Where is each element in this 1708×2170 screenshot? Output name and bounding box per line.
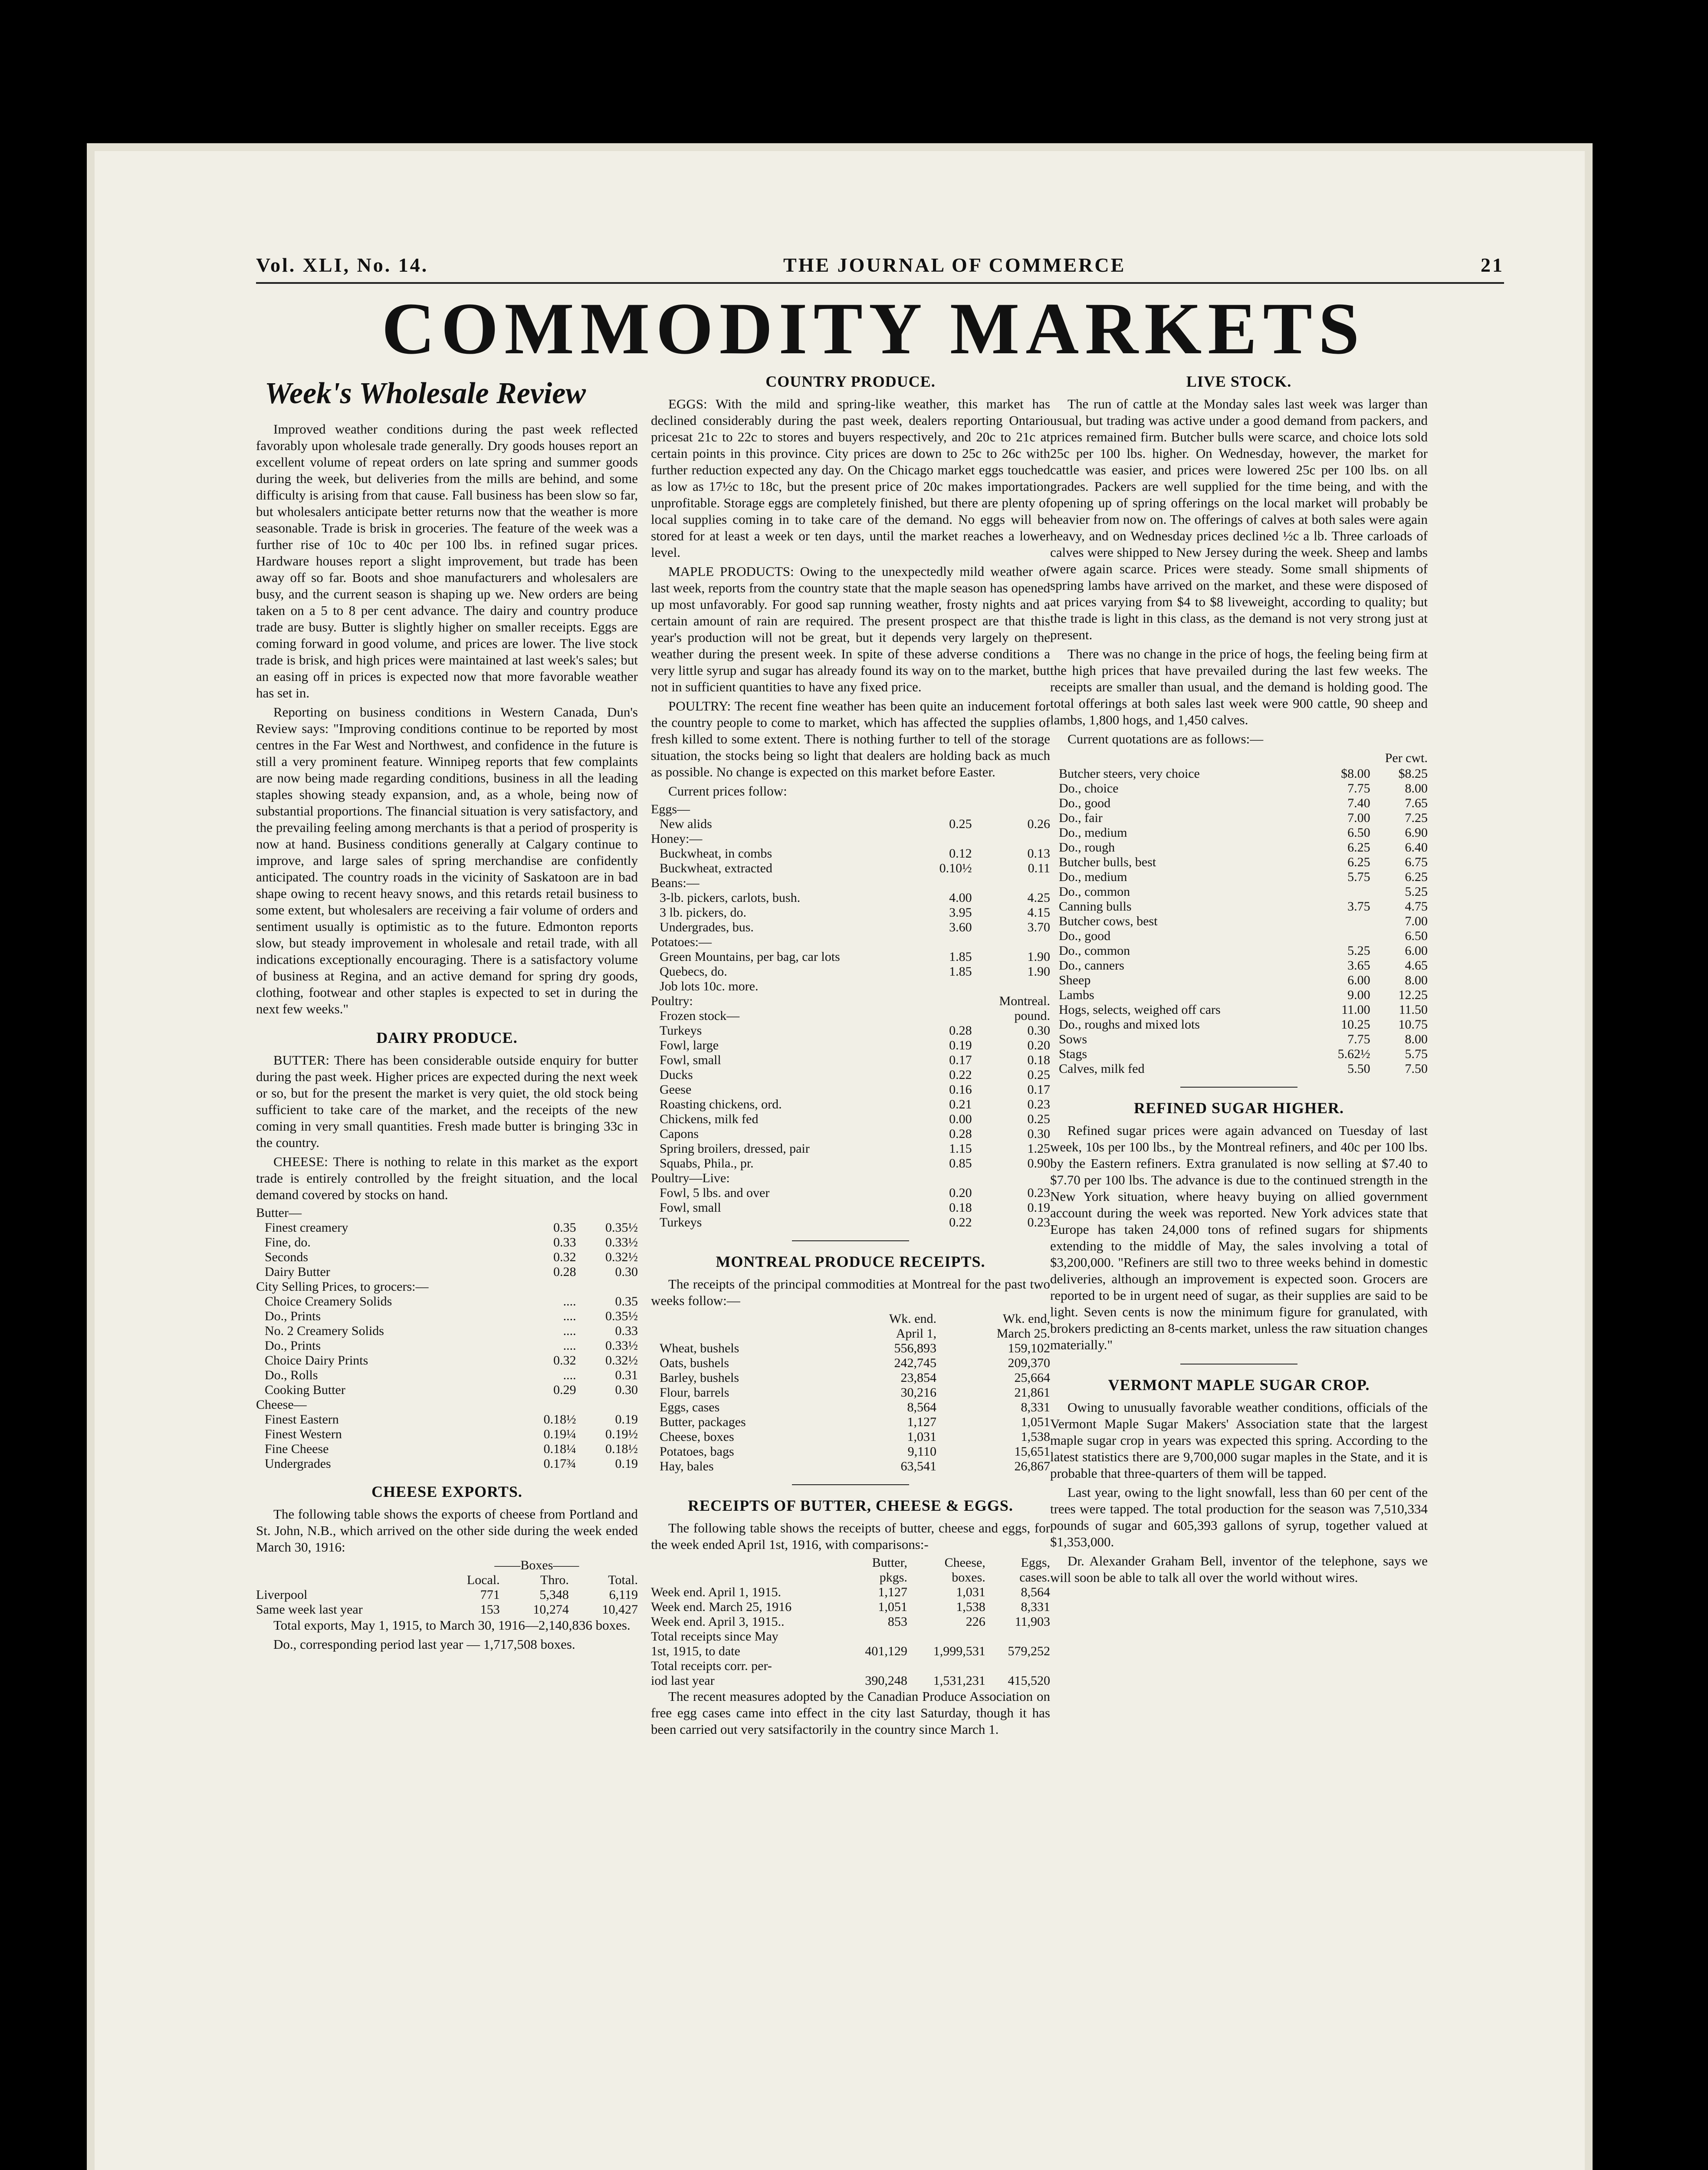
table-row: Flour, barrels 30,216 21,861 [660, 1385, 1050, 1400]
cheese-paragraph: CHEESE: There is nothing to relate in this market as the export trade is entirely controlled by the freight situation, and the local demand covered by stocks on hand. [256, 1154, 638, 1202]
table-row: iod last year 390,248 1,531,231 415,520 [651, 1674, 1050, 1688]
table-row: Green Mountains, per bag, car lots 1.85 1.90 [660, 950, 1050, 964]
table-row: Sheep 6.00 8.00 [1059, 973, 1428, 987]
col-total: Total. [608, 1573, 638, 1587]
table-row: Butter, packages 1,127 1,051 [660, 1415, 1050, 1429]
table-row: Hay, bales 63,541 26,867 [660, 1459, 1050, 1473]
table-row: Undergrades 0.17¾ 0.19 [265, 1457, 638, 1471]
col-thro: Thro. [540, 1573, 569, 1587]
column-3 [1050, 373, 1428, 1588]
table-row: 1st, 1915, to date 401,129 1,999,531 579,252 [651, 1644, 1050, 1658]
table-row: Capons 0.28 0.30 [660, 1127, 1050, 1141]
receipts-heading: MONTREAL PRODUCE RECEIPTS. [716, 1253, 985, 1270]
table-row: No. 2 Creamery Solids .... 0.33 [265, 1324, 638, 1338]
table-row: Finest Western 0.19¼ 0.19½ [265, 1427, 638, 1441]
table-row: Potatoes, bags 9,110 15,651 [660, 1444, 1050, 1459]
country-produce-heading: COUNTRY PRODUCE. [765, 373, 936, 390]
table-row: Seconds 0.32 0.32½ [265, 1250, 638, 1264]
table-row: Eggs— [651, 802, 690, 816]
column-2 [651, 373, 1050, 1740]
table-row: Chickens, milk fed 0.00 0.25 [660, 1112, 1050, 1126]
maple-paragraph: MAPLE PRODUCTS: Owing to the unexpectedly mild weather of last week, reports from the country state that the maple season has opened up most unfavorably. For good sap running weather, frosty nights and a certain amount of rain are required. The present prospect are that this year's production will not be great, but it depends very largely on the weather during the present week. In spite of these adverse conditions a very little syrup and sugar has already found its way on to the market, but not in sufficient quantities to have any fixed price. [651, 564, 1050, 694]
table-row: 3 lb. pickers, do. 3.95 4.15 [660, 905, 1050, 920]
table-row: Same week last year 153 10,274 10,427 [256, 1602, 638, 1617]
table-row: Fowl, small 0.17 0.18 [660, 1053, 1050, 1067]
exports-total: Total exports, May 1, 1915, to March 30, 1916—2,140,836 boxes. [273, 1618, 631, 1633]
cheese-exports-heading: CHEESE EXPORTS. [371, 1483, 522, 1500]
table-row: Barley, bushels 23,854 25,664 [660, 1371, 1050, 1385]
receipts-table: Wk. end. Wk. end, April 1, March 25. Wheat, bushels 556,893 159,102 Oats, bushels 242,745 209,370 Barley, bushels 23,854 25,664 Flour, barrels 30,216 21,861 Eggs, cases 8,564 8,331 Butter, packages 1,127 1,051 Cheese, boxes 1,031 1,538 Potatoes, bags 9,110 15,651 Hay, bales 63,541 26,867 [651, 1312, 1050, 1474]
table-row: Frozen stock— pound. [660, 1009, 1050, 1023]
table-row: Week end. April 1, 1915. 1,127 1,031 8,564 [651, 1585, 1050, 1599]
table-row: Roasting chickens, ord. 0.21 0.23 [660, 1097, 1050, 1111]
table-row: Total receipts since May [651, 1629, 778, 1644]
table-row: Lambs 9.00 12.25 [1059, 988, 1428, 1002]
divider [1180, 1087, 1297, 1088]
table-row: Job lots 10c. more. [660, 979, 759, 993]
table-row: Liverpool 771 5,348 6,119 [256, 1588, 638, 1602]
bce-table: Butter, Cheese, Eggs, pkgs. boxes. cases. Week end. April 1, 1915. 1,127 1,031 8,564 Week end. March 25, 1916 1,051 1,538 8,331 Week end. April 3, 1915.. 853 226 11,903 Total receipts since May 1st, 1915, to date 401,129 1,999,531 579,252 Total receipts corr. per- iod last year 390,248 1,531,231 415,520 [651, 1555, 1050, 1688]
table-row: Do., canners 3.65 4.65 [1059, 958, 1428, 973]
sugar-paragraph: Refined sugar prices were again advanced on Tuesday of last week, 10s per 100 lbs., by the Montreal refiners, and 40c per 100 lbs. by the Eastern refiners. Extra granulated is now selling at $7.40 to $7.70 per 100 lbs. The advance is due to the continued strength in the New York situation, where heavy buying on allied government account during the week was reported. New York advices state that Europe has taken 24,000 tons of refined sugars for shipments extending to the middle of May, the sales involving a total of $3,200,000. "Refiners are still two to three weeks behind in domestic deliveries, although an improvement is expected soon. Grocers are reported to be in urgent need of sugar, as their supplies are said to be light. Seven cents is now the minimum figure for granulated, with brokers predicting an 8-cents market, unless the raw situation changes materially." [1050, 1123, 1428, 1352]
table-row: Fowl, large 0.19 0.20 [660, 1038, 1050, 1052]
table-row: Dairy Butter 0.28 0.30 [265, 1265, 638, 1279]
journal-name: THE JOURNAL OF COMMERCE [783, 253, 1126, 276]
table-row: Turkeys 0.22 0.23 [660, 1215, 1050, 1230]
table-row: Ducks 0.22 0.25 [660, 1068, 1050, 1082]
table-row: Fine Cheese 0.18¼ 0.18½ [265, 1442, 638, 1456]
table-row: Fowl, small 0.18 0.19 [660, 1200, 1050, 1215]
column-1 [256, 373, 638, 1655]
table-row: Finest creamery 0.35 0.35½ [265, 1220, 638, 1235]
table-row: Do., common 5.25 6.00 [1059, 944, 1428, 958]
boxes-header: ——Boxes—— [494, 1558, 579, 1572]
current-prices-label: Current prices follow: [668, 783, 787, 799]
sugar-heading: REFINED SUGAR HIGHER. [1133, 1099, 1344, 1117]
table-row: Wheat, bushels 556,893 159,102 [660, 1341, 1050, 1355]
table-row: Do., fair 7.00 7.25 [1059, 811, 1428, 825]
table-row: Stags 5.62½ 5.75 [1059, 1047, 1428, 1061]
vermont-paragraph: Owing to unusually favorable weather conditions, officials of the Vermont Maple Sugar Makers' Association state that the largest maple sugar crop in years was expected this spring. According to the latest statistics there are 9,700,000 sugar maples in the State, and it is probable that three-quarters of them will be tapped. [1050, 1400, 1428, 1481]
table-row: Buckwheat, extracted 0.10½ 0.11 [660, 861, 1050, 875]
country-price-table [651, 802, 1050, 1230]
review-paragraph: Reporting on business conditions in Western Canada, Dun's Review says: "Improving conditions continue to be reported by most centres in the Far West and Northwest, and confidence in the future is still a very prominent feature. Winnipeg reports that few complaints are now being made regarding conditions, business in all the leading staples showing steady expansion, and, as a whole, being now of substantial proportions. The financial situation is very satisfactory, and the prevailing feeling among merchants is that a period of prosperity is now at hand. Business conditions generally at Calgary continue to improve, and large sales of spring merchandise are confidently anticipated. The country roads in the vicinity of Saskatoon are in bad shape owing to recent heavy snows, and this retards retail business to some extent, but wholesalers are receiving a fair volume of orders and sentiment usually is optimistic as to the future. Edmonton reports slow, but steady improvement in wholesale and retail trade, with all indications exceptionally encouraging. There is a satisfactory volume of business at Regina, and an active demand for spring dry goods, clothing, footwear and other staples is expected to set in during the next few weeks." [256, 704, 638, 1016]
table-row: Do., medium 5.75 6.25 [1059, 870, 1428, 884]
table-row: Fine, do. 0.33 0.33½ [265, 1235, 638, 1249]
poultry-paragraph: POULTRY: The recent fine weather has been quite an inducement for the country people to come to market, which has affected the supplies of fresh killed to some extent. There is nothing further to tell of the storage situation, the stocks being so light that dealers are holding back as much as possible. No change is expected on this market before Easter. [651, 698, 1050, 779]
table-row: Finest Eastern 0.18½ 0.19 [265, 1412, 638, 1427]
review-paragraph: Improved weather conditions during the past week reflected favorably upon wholesale trade generally. Dry goods houses report an excellent volume of repeat orders on late spring and summer goods during the week, but deliveries from the mills are behind, and some difficulty is arising from that cause. Fall business has been slow so far, but wholesalers anticipate better returns now that the weather is more seasonable. Trade is brisk in groceries. The feature of the week was a further rise of 10c to 40c per 100 lbs. in refined sugar prices. Hardware houses report a slight improvement, but trade has been away off so far. Boots and shoe manufacturers and wholesalers are busy, and the current season is shaping up we. New orders are being taken on a 5 to 8 per cent advance. The dairy and country produce trade are busy. Butter is slightly higher on smaller receipts. Eggs are coming forward in good volume, and prices are lower. The live stock trade is brisk, and high prices were maintained at last week's sales; but an easing off in prices is expected now that more favorable weather has set in. [256, 421, 638, 700]
table-row: Total receipts corr. per- [651, 1659, 772, 1673]
table-row: Do., good 7.40 7.65 [1059, 796, 1428, 810]
table-row: Spring broilers, dressed, pair 1.15 1.25 [660, 1141, 1050, 1156]
table-row: Cheese, boxes 1,031 1,538 [660, 1430, 1050, 1444]
table-row: Butcher steers, very choice $8.00 $8.25 [1059, 766, 1428, 781]
quotations-label: Current quotations are as follows:— [1068, 731, 1264, 746]
table-row: Do., Prints .... 0.33½ [265, 1338, 638, 1353]
livestock-heading: LIVE STOCK. [1186, 373, 1292, 390]
table-row: Butcher cows, best 7.00 [1059, 914, 1428, 928]
table-row: Poultry: Montreal. [651, 994, 1050, 1008]
table-row: Do., Rolls .... 0.31 [265, 1368, 638, 1382]
table-row: Butcher bulls, best 6.25 6.75 [1059, 855, 1428, 869]
table-row: Do., rough 6.25 6.40 [1059, 840, 1428, 855]
livestock-paragraph: The run of cattle at the Monday sales last week was larger than usual, but trading was active under a good demand from packers, and prices remained firm. Butcher bulls were scarce, and choice lots sold 25c per 100 lbs. higher. On Wednesday, however, the market for cattle was easier, and prices were lowered 25c per 100 lbs. on all grades. Packers are well supplied for the time being, and with the opening up of spring offerings on the local market will probably be heavier from now on. The offerings of calves at both sales were again heavy, and on Wednesday prices declined ½c a lb. Three carloads of calves were shipped to New Jersey during the week. Sheep and lambs were again scarce. Prices were steady. Some small shipments of spring lambs have arrived on the market, and these were disposed of at prices varying from $4 to $8 liveweight, according to quality; but the trade is light in this class, as the demand is not very strong just at present. [1050, 396, 1428, 642]
table-row: New alids 0.25 0.26 [660, 817, 1050, 831]
table-row: Geese 0.16 0.17 [660, 1082, 1050, 1097]
col-local: Local. [466, 1573, 500, 1587]
table-row: Do., choice 7.75 8.00 [1059, 781, 1428, 796]
table-row: Oats, bushels 242,745 209,370 [660, 1356, 1050, 1370]
bce-after: The recent measures adopted by the Canadian Produce Association on free egg cases came into effect in the city last Saturday, though it has been carried out very satsifactorily in the country since March 1. [651, 1689, 1050, 1737]
table-row: Cooking Butter 0.29 0.30 [265, 1383, 638, 1397]
table-row: Potatoes:— [651, 935, 712, 949]
exports-last-year: Do., corresponding period last year — 1,717,508 boxes. [273, 1637, 575, 1652]
table-row: Poultry—Live: [651, 1171, 730, 1185]
table-row: Turkeys 0.28 0.30 [660, 1023, 1050, 1038]
livestock-price-table [1050, 766, 1428, 1076]
table-row: Eggs, cases 8,564 8,331 [660, 1400, 1050, 1414]
bell-paragraph: Dr. Alexander Graham Bell, inventor of the telephone, says we will soon be able to talk all over the world without wires. [1050, 1553, 1428, 1585]
table-row: Fowl, 5 lbs. and over 0.20 0.23 [660, 1186, 1050, 1200]
table-row: Undergrades, bus. 3.60 3.70 [660, 920, 1050, 934]
table-row: Butter— [256, 1206, 302, 1220]
butter-paragraph: BUTTER: There has been considerable outside enquiry for butter during the past week. Higher prices are expected during the next week or so, but for the present the market is very quiet, the old stock being sufficient to take care of the market, and the receipts of the new coming in very small quantities. Fresh made butter is bringing 33c in the country. [256, 1052, 638, 1150]
table-row: Week end. March 25, 1916 1,051 1,538 8,331 [651, 1600, 1050, 1614]
table-row: 3-lb. pickers, carlots, bush. 4.00 4.25 [660, 891, 1050, 905]
volume-number: Vol. XLI, No. 14. [256, 253, 429, 276]
table-row: Do., medium 6.50 6.90 [1059, 825, 1428, 840]
table-row: Week end. April 3, 1915.. 853 226 11,903 [651, 1614, 1050, 1629]
table-row: Hogs, selects, weighed off cars 11.00 11.50 [1059, 1003, 1428, 1017]
table-row: Beans:— [651, 876, 700, 890]
eggs-paragraph: EGGS: With the mild and spring-like weather, this market has declined considerably during the past week, dealers reporting Ontario pricesat 21c to 22c to stores and buyers respectively, and 20c to 21c at certain points in this province. City prices are down to 25c to 26c with further reduction expected any day. On the Chicago market eggs touched as low as 17½c to 18c, but the present price of 20c makes importation unprofitable. Storage eggs are completely finished, but there are plenty of local supplies coming in to take care of the demand. No eggs will be stored for at least a week or ten days, until the market reaches a lower level. [651, 396, 1050, 560]
bce-intro: The following table shows the receipts of butter, cheese and eggs, for the week ended April 1st, 1916, with comparisons:- [651, 1520, 1050, 1552]
table-row: Do., Prints .... 0.35½ [265, 1309, 638, 1323]
cheese-exports-intro: The following table shows the exports of cheese from Portland and St. John, N.B., which arrived on the other side during the week ended March 30, 1916: [256, 1506, 638, 1555]
dairy-price-table [256, 1206, 638, 1471]
table-row: Honey:— [651, 832, 703, 846]
page-number: 21 [1480, 253, 1504, 276]
table-row: Do., common 5.25 [1059, 884, 1428, 899]
table-row: Do., good 6.50 [1059, 929, 1428, 943]
per-cwt-label: Per cwt. [1385, 751, 1428, 765]
table-row: Canning bulls 3.75 4.75 [1059, 899, 1428, 914]
running-head [256, 247, 1504, 284]
table-row: Sows 7.75 8.00 [1059, 1032, 1428, 1046]
vermont-heading: VERMONT MAPLE SUGAR CROP. [1108, 1376, 1370, 1394]
receipts-intro: The receipts of the principal commodities at Montreal for the past two weeks follow:— [651, 1276, 1050, 1308]
table-row: Do., roughs and mixed lots 10.25 10.75 [1059, 1017, 1428, 1032]
table-row: Choice Creamery Solids .... 0.35 [265, 1294, 638, 1309]
vermont-paragraph: Last year, owing to the light snowfall, less than 60 per cent of the trees were tapped. The total production for the season was 7,510,334 pounds of sugar and 605,393 gallons of syrup, together valued at $1,353,000. [1050, 1485, 1428, 1549]
table-row: Buckwheat, in combs 0.12 0.13 [660, 846, 1050, 861]
dairy-heading: DAIRY PRODUCE. [376, 1029, 518, 1046]
table-row: Choice Dairy Prints 0.32 0.32½ [265, 1353, 638, 1368]
table-row: Cheese— [256, 1397, 307, 1412]
cheese-exports-table [256, 1558, 638, 1617]
table-row: Calves, milk fed 5.50 7.50 [1059, 1062, 1428, 1076]
review-title: Week's Wholesale Review [265, 377, 586, 410]
page-title: COMMODITY MARKETS [381, 288, 1366, 369]
divider [792, 1240, 909, 1241]
bce-heading: RECEIPTS OF BUTTER, CHEESE & EGGS. [688, 1497, 1013, 1514]
livestock-paragraph: There was no change in the price of hogs, the feeling being firm at the high prices that have prevailed during the last few weeks. The receipts are smaller than usual, and the demand is holding good. The total offerings at both sales last week were 900 cattle, 90 sheep and lambs, 1,800 hogs, and 1,450 calves. [1050, 646, 1428, 727]
divider [792, 1484, 909, 1485]
table-row: Quebecs, do. 1.85 1.90 [660, 964, 1050, 979]
table-row: Squabs, Phila., pr. 0.85 0.90 [660, 1156, 1050, 1170]
table-row: City Selling Prices, to grocers:— [256, 1279, 429, 1294]
